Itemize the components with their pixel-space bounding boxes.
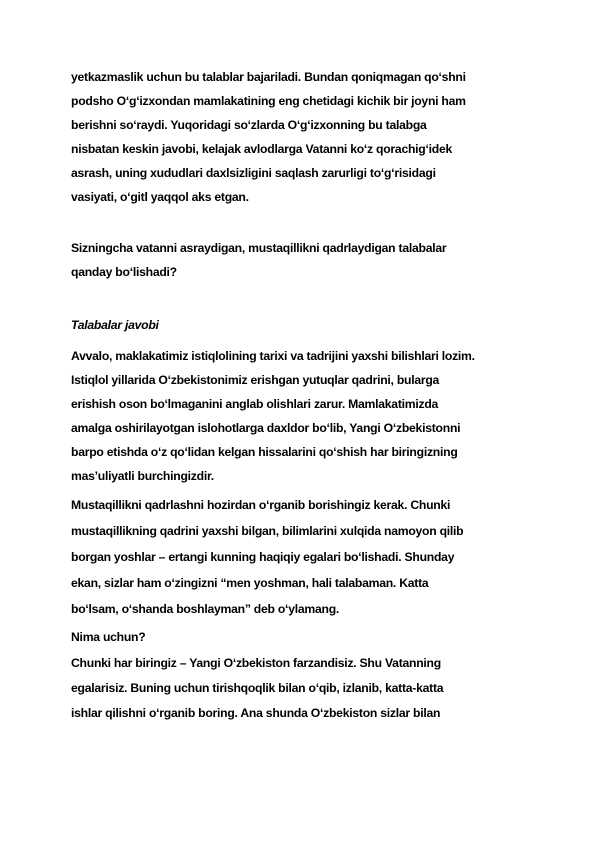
paragraph-2-line-4: amalga oshirilayotgan islohotlarga daxldor bo‘lib, Yangi O‘zbekistonni [71, 421, 461, 435]
paragraph-4-line-2: egalarisiz. Buning uchun tirishqoqlik bilan o‘qib, izlanib, katta-katta [71, 681, 444, 695]
paragraph-3-line-5: bo‘lsam, o‘shanda boshlayman” deb o‘ylamang. [71, 602, 340, 616]
paragraph-3-line-1: Mustaqillikni qadrlashni hozirdan o‘rganib borishingiz kerak. Chunki [71, 498, 451, 512]
paragraph-1-line-6: vasiyati, o‘gitl yaqqol aks etgan. [71, 190, 249, 204]
paragraph-1-line-5: asrash, uning xududlari daxlsizligini saqlash zarurligi to‘g‘risidagi [71, 166, 436, 180]
paragraph-1-line-2: podsho O‘g‘izxondan mamlakatining eng chetidagi kichik bir joyni ham [71, 94, 466, 108]
paragraph-2-line-3: erishish oson bo‘lmaganini anglab olishlari zarur. Mamlakatimizda [71, 397, 439, 411]
paragraph-3-line-3: borgan yoshlar – ertangi kunning haqiqiy egalari bo‘lishadi. Shunday [71, 550, 455, 564]
paragraph-2-line-6: mas’uliyatli burchingizdir. [71, 469, 214, 483]
paragraph-3-line-2: mustaqillikning qadrini yaxshi bilgan, bilimlarini xulqida namoyon qilib [71, 524, 464, 538]
question-line-2: qanday bo‘lishadi? [71, 265, 177, 279]
paragraph-1-line-1: yetkazmaslik uchun bu talablar bajariladi. Bundan qoniqmagan qo‘shni [71, 70, 466, 84]
paragraph-2-line-5: barpo etishda o‘z qo‘lidan kelgan hissalarini qo‘shish har biringizning [71, 445, 458, 459]
question-2: Nima uchun? [71, 630, 146, 644]
paragraph-4-line-3: ishlar qilishni o‘rganib boring. Ana shunda O‘zbekiston sizlar bilan [71, 706, 441, 720]
question-line-1: Sizningcha vatanni asraydigan, mustaqillikni qadrlaydigan talabalar [71, 241, 447, 255]
answers-heading: Talabalar javobi [71, 318, 159, 332]
paragraph-4-line-1: Chunki har biringiz – Yangi O‘zbekiston farzandisiz. Shu Vatanning [71, 656, 441, 670]
paragraph-3-line-4: ekan, sizlar ham o‘zingizni “men yoshman, hali talabaman. Katta [71, 576, 429, 590]
paragraph-2-line-2: Istiqlol yillarida O‘zbekistonimiz erishgan yutuqlar qadrini, bularga [71, 373, 440, 387]
paragraph-1-line-3: berishni so‘raydi. Yuqoridagi so‘zlarda O‘g‘izxonning bu talabga [71, 118, 427, 132]
paragraph-2-line-1: Avvalo, maklakatimiz istiqlolining tarixi va tadrijini yaxshi bilishlari lozim. [71, 349, 475, 363]
paragraph-1-line-4: nisbatan keskin javobi, kelajak avlodlarga Vatanni ko‘z qorachig‘idek [71, 142, 453, 156]
